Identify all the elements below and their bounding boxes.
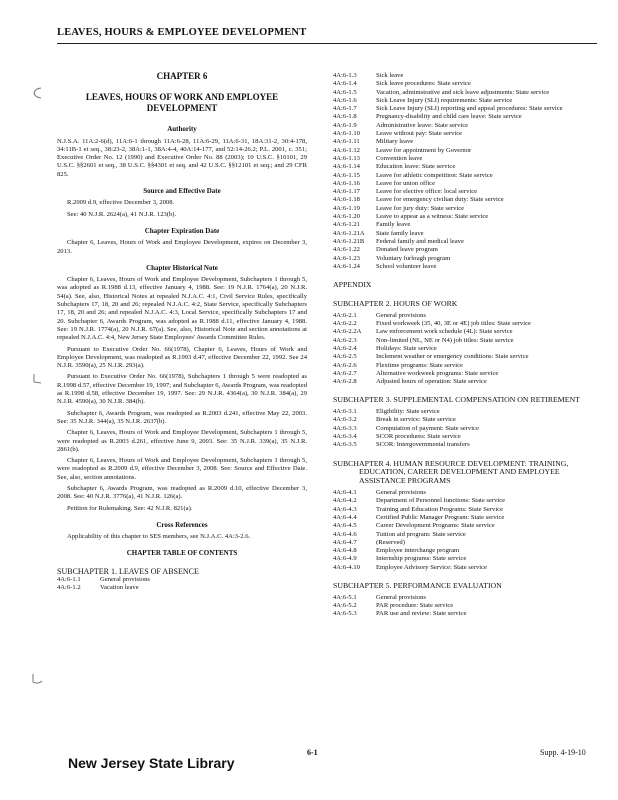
toc-section-number: 4A:6-1.2 xyxy=(57,584,81,592)
toc-entry xyxy=(333,147,601,155)
toc-section-title: Leave without pay: State service xyxy=(376,130,463,138)
toc-section-title: Tuition aid program: State service xyxy=(376,530,466,538)
toc-section-title: Administrative leave: State service xyxy=(376,121,469,129)
toc-section-number: 4A:6-2.8 xyxy=(333,378,357,386)
toc-section-title: PAR use and review: State service xyxy=(376,610,467,618)
toc-section-number: 4A:6-1.10 xyxy=(333,130,360,138)
toc-section-number: 4A:6-1.15 xyxy=(333,171,360,179)
toc-section-number: 4A:6-4.4 xyxy=(333,513,357,521)
toc-list xyxy=(333,489,601,572)
toc-section-number: 4A:6-5.1 xyxy=(333,593,357,601)
toc-section-number: 4A:6-2.2 xyxy=(333,320,357,328)
margin-mark-icon xyxy=(30,672,44,686)
toc-entry xyxy=(333,416,601,424)
expiration-text: Chapter 6, Leaves, Hours of Work and Employee Development, expires on December 3, 2013. xyxy=(57,239,307,255)
toc-entry xyxy=(57,576,307,584)
toc-section-title: Eligibility: State service xyxy=(376,408,440,416)
toc-entry xyxy=(333,263,601,271)
toc-list xyxy=(333,408,601,449)
toc-entry xyxy=(333,610,601,618)
toc-entry xyxy=(333,353,601,361)
toc-section-number: 4A:6-1.5 xyxy=(333,88,357,96)
toc-entry xyxy=(333,255,601,263)
toc-entry xyxy=(333,196,601,204)
toc-entry xyxy=(333,555,601,563)
toc-heading: CHAPTER TABLE OF CONTENTS xyxy=(126,549,238,558)
toc-section-title: Military leave xyxy=(376,138,414,146)
toc-section-title: Family leave xyxy=(376,221,411,229)
toc-entry xyxy=(333,425,601,433)
toc-section-title: Leave for appointment by Governor xyxy=(376,146,472,154)
toc-section-title: Leave for jury duty: State service xyxy=(376,204,465,212)
toc-section-title: Sick Leave Injury (SLI) reporting and appeal procedures: State service xyxy=(376,105,563,113)
toc-section-number: 4A:6-4.1 xyxy=(333,489,357,497)
toc-section-number: 4A:6-5.2 xyxy=(333,602,357,610)
toc-entry xyxy=(333,362,601,370)
toc-section-title: General provisions xyxy=(376,593,426,601)
toc-section-number: 4A:6-1.21A xyxy=(333,229,365,237)
toc-section-number: 4A:6-2.2A xyxy=(333,328,362,336)
toc-entry xyxy=(333,547,601,555)
left-column xyxy=(57,72,307,593)
toc-entry xyxy=(333,506,601,514)
toc-section-number: 4A:6-4.8 xyxy=(333,547,357,555)
toc-section-title: General provisions xyxy=(376,311,426,319)
toc-section-number: 4A:6-1.21B xyxy=(333,237,365,245)
chapter-title: LEAVES, HOURS OF WORK AND EMPLOYEE DEVELOPMENT xyxy=(85,92,279,113)
toc-section-title: Vacation, administrative and sick leave adjustments: State service xyxy=(376,88,550,96)
subchapter-3-title: SUBCHAPTER 3. SUPPLEMENTAL COMPENSATION ON RETIREMENT xyxy=(333,395,580,405)
source-line: See: 40 N.J.R. 2624(a), 41 N.J.R. 123(b). xyxy=(67,210,177,218)
toc-entry xyxy=(333,205,601,213)
toc-section-title: Certified Public Manager Program: State service xyxy=(376,513,505,521)
toc-section-number: 4A:6-1.13 xyxy=(333,154,360,162)
toc-section-title: General provisions xyxy=(100,576,150,584)
margin-mark-icon xyxy=(30,86,44,100)
toc-entry xyxy=(333,378,601,386)
toc-section-title: PAR procedure: State service xyxy=(376,602,454,610)
toc-section-number: 4A:6-2.3 xyxy=(333,336,357,344)
toc-section-title: Voluntary furlough program xyxy=(376,254,451,262)
toc-section-title: General provisions xyxy=(376,489,426,497)
toc-section-number: 4A:6-1.22 xyxy=(333,246,360,254)
appendix-heading: APPENDIX xyxy=(333,280,372,290)
toc-section-title: (Reserved) xyxy=(376,538,405,546)
toc-section-number: 4A:6-3.3 xyxy=(333,424,357,432)
history-paragraph: Pursuant to Executive Order No. 66(1978), Subchapters 1 through 5 were readopted as R.1998 d.57, effective December 19, 1997; and Subchapter 6, Awards Program, was readopted as R.1998 d.58, effective December 19, 1997. See: 29 N.J.R. 4364(a), 30 N.J.R. 384(a), 29 N.J.R. 4590(a), 30 N.J.R. 384(b). xyxy=(57,373,307,406)
toc-section-title: Inclement weather or emergency conditions: State service xyxy=(376,353,529,361)
toc-section-number: 4A:6-5.3 xyxy=(333,610,357,618)
toc-entry xyxy=(333,246,601,254)
toc-section-number: 4A:6-2.4 xyxy=(333,344,357,352)
toc-entry xyxy=(333,89,601,97)
toc-section-number: 4A:6-1.21 xyxy=(333,221,360,229)
toc-section-title: Adjusted hours of operation: State service xyxy=(376,378,487,386)
subchapter-2-title: SUBCHAPTER 2. HOURS OF WORK xyxy=(333,298,458,308)
toc-section-title: Donated leave program xyxy=(376,246,438,254)
toc-section-number: 4A:6-1.4 xyxy=(333,80,357,88)
toc-entry xyxy=(333,408,601,416)
library-watermark: New Jersey State Library xyxy=(68,755,235,771)
toc-entry xyxy=(333,97,601,105)
toc-entry xyxy=(333,238,601,246)
subchapter-5-title: SUBCHAPTER 5. PERFORMANCE EVALUATION xyxy=(333,581,502,591)
toc-entry xyxy=(333,188,601,196)
toc-entry xyxy=(333,514,601,522)
history-paragraph: Chapter 6, Leaves, Hours of Work and Employee Development, Subchapters 1 through 5, were readopted as R.2003 d.261, effective June 9, 2003. See: 35 N.J.R. 339(a), 35 N.J.R. 2861(b). xyxy=(57,429,307,453)
history-paragraph: Chapter 6, Leaves, Hours of Work and Employee Development, Subchapters 1 through 5, was adopted as R.1988 d.13, effective January 4, 1988. See: 19 N.J.R. 1764(a), 20 N.J.R. 54(a). See, also, Historical Notes at repealed N.J.A.C. 4:1, Civil Service Rules, specifically Subchapters 17, 18, 20 and 26; repealed N.J.A.C. 4:2, State Service, specifically Subchapters 17, 18, 20 and 26; and repealed N.J.A.C. 4:3, Local Service, specifically Subchapters 17 and 20. Subchapter 6, Awards Program, was adopted as R.1988 d.11, effective January 4, 1988. See: 19 N.J.R. 1774(a), 20 N.J.R. 67(a). See, also, Historical Note and section annotations at repealed N.J.A.C. 4:4, New Jersey State Employees' Awards Committee Rules. xyxy=(57,276,307,342)
cross-ref-heading: Cross References xyxy=(156,520,208,529)
margin-mark-icon xyxy=(30,372,44,386)
toc-section-title: Education leave: State service xyxy=(376,163,456,171)
right-column xyxy=(333,72,601,619)
toc-section-number: 4A:6-1.3 xyxy=(333,72,357,79)
toc-section-title: Fixed workweek (35, 40, 3E or 4E) job titles: State service xyxy=(376,320,531,328)
toc-section-title: Leave to appear as a witness: State service xyxy=(376,213,489,221)
toc-section-number: 4A:6-4.9 xyxy=(333,555,357,563)
toc-section-title: Leave for athletic competition: State service xyxy=(376,171,493,179)
toc-entry xyxy=(333,163,601,171)
toc-section-title: Holidays: State service xyxy=(376,344,437,352)
toc-entry xyxy=(333,105,601,113)
toc-section-title: Leave for emergency civilian duty: State service xyxy=(376,196,504,204)
toc-section-title: Sick leave xyxy=(376,72,404,79)
toc-entry xyxy=(333,312,601,320)
toc-entry xyxy=(333,602,601,610)
toc-entry xyxy=(333,72,601,80)
toc-section-number: 4A:6-1.16 xyxy=(333,179,360,187)
subchapter-1-title: SUBCHAPTER 1. LEAVES OF ABSENCE xyxy=(57,566,199,576)
authority-text: N.J.S.A. 11A:2-6(d), 11A:6-1 through 11A:6-28, 11A:6-29, 11A:6-31, 18A:31-2, 30:4-178, 34:11B-1 et seq., 38:23-2, 38A:1-1, 38A:4-4, 40A:14-177, and 52:14-26.2; P.L. 2001, c. 351; Executive Order No. 12 (1990) and Executive Order No. 88 (2003); 10 U.S.C. §10101, 29 U.S.C. §§2601 et seq., 38 U.S.C. §§4301 et seq. and 42 U.S.C. §§12101 et seq.; and 29 CFR 825. xyxy=(57,137,307,178)
cross-ref-text: Applicability of this chapter to SES members, see N.J.A.C. 4A:3-2.6. xyxy=(67,533,251,541)
toc-section-title: Computation of payment: State service xyxy=(376,424,479,432)
toc-entry xyxy=(333,213,601,221)
history-paragraph: Chapter 6, Leaves, Hours of Work and Employee Development, Subchapters 1 through 5, were readopted as R.2009 d.9, effective December 3, 2008. See: Source and Effective Date. See, also, section annotations. xyxy=(57,457,307,481)
toc-section-number: 4A:6-1.14 xyxy=(333,163,360,171)
toc-entry xyxy=(333,539,601,547)
toc-entry xyxy=(333,122,601,130)
toc-list xyxy=(333,594,601,619)
toc-entry xyxy=(333,441,601,449)
toc-section-title: Flextime programs: State service xyxy=(376,361,463,369)
toc-section-title: Pregnancy-disability and child care leave: State service xyxy=(376,113,522,121)
chapter-number: CHAPTER 6 xyxy=(156,71,208,81)
toc-entry xyxy=(333,230,601,238)
toc-entry xyxy=(333,489,601,497)
toc-section-title: Sick Leave Injury (SLI) requirements: State service xyxy=(376,96,513,104)
page-number: 6-1 xyxy=(307,748,318,757)
toc-list xyxy=(333,72,601,271)
history-paragraph: Subchapter 6, Awards Program, was readopted as R.2003 d.241, effective May 22, 2003. See: 35 N.J.R. 344(a), 35 N.J.R. 2637(b). xyxy=(57,409,307,425)
toc-section-title: SCOR procedures: State service xyxy=(376,433,461,441)
toc-entry xyxy=(333,564,601,572)
toc-list xyxy=(57,576,307,593)
toc-section-title: Internship programs: State service xyxy=(376,555,467,563)
toc-section-number: 4A:6-2.6 xyxy=(333,361,357,369)
toc-section-title: Department of Personnel functions: State service xyxy=(376,497,506,505)
source-line: R.2009 d.9, effective December 3, 2008. xyxy=(67,199,175,207)
authority-heading: Authority xyxy=(167,125,197,134)
toc-entry xyxy=(333,497,601,505)
toc-section-title: Employee Advisory Service: State service xyxy=(376,563,487,571)
toc-entry xyxy=(333,522,601,530)
toc-section-title: Convention leave xyxy=(376,154,423,162)
toc-section-number: 4A:6-1.24 xyxy=(333,262,360,270)
toc-section-number: 4A:6-3.5 xyxy=(333,441,357,449)
toc-entry xyxy=(333,370,601,378)
toc-section-number: 4A:6-3.1 xyxy=(333,408,357,416)
toc-section-number: 4A:6-4.2 xyxy=(333,497,357,505)
toc-section-number: 4A:6-1.23 xyxy=(333,254,360,262)
toc-section-number: 4A:6-4.3 xyxy=(333,505,357,513)
toc-section-number: 4A:6-1.18 xyxy=(333,196,360,204)
toc-section-title: Vacation leave xyxy=(100,584,139,592)
toc-section-title: Leave for elective office: local service xyxy=(376,188,478,196)
toc-section-number: 4A:6-1.1 xyxy=(57,576,81,584)
toc-section-number: 4A:6-1.6 xyxy=(333,96,357,104)
toc-section-title: Break in service: State service xyxy=(376,416,456,424)
history-paragraph: Petition for Rulemaking. See: 42 N.J.R. 821(a). xyxy=(67,504,193,512)
toc-section-title: Law enforcement work schedule (4L): State service xyxy=(376,328,513,336)
toc-section-number: 4A:6-1.20 xyxy=(333,213,360,221)
toc-entry xyxy=(333,433,601,441)
toc-list xyxy=(333,312,601,387)
toc-section-number: 4A:6-1.7 xyxy=(333,105,357,113)
supplement-date: Supp. 4-19-10 xyxy=(540,748,586,757)
history-paragraph: Subchapter 6, Awards Program, was readopted as R.2009 d.10, effective December 3, 2008. See: 40 N.J.R. 3776(a), 41 N.J.R. 126(a). xyxy=(57,484,307,501)
toc-section-number: 4A:6-2.5 xyxy=(333,353,357,361)
history-heading: Chapter Historical Note xyxy=(146,263,218,272)
toc-section-title: Non-limited (NL, NE or N4) job titles: State service xyxy=(376,336,514,344)
toc-entry xyxy=(333,337,601,345)
toc-section-number: 4A:6-3.2 xyxy=(333,416,357,424)
toc-entry xyxy=(333,172,601,180)
toc-entry xyxy=(333,113,601,121)
toc-section-number: 4A:6-4.10 xyxy=(333,563,360,571)
history-paragraph: Pursuant to Executive Order No. 66(1978), Chapter 6, Leaves, Hours of Work and Employee Development, was readopted as R.1993 d.47, effective December 22, 1992. See 24 N.J.R. 3590(a), 25 N.J.R. 293(a). xyxy=(57,345,307,370)
toc-entry xyxy=(333,531,601,539)
toc-section-number: 4A:6-1.12 xyxy=(333,146,360,154)
toc-section-number: 4A:6-1.8 xyxy=(333,113,357,121)
toc-section-number: 4A:6-3.4 xyxy=(333,433,357,441)
source-heading: Source and Effective Date xyxy=(143,187,221,196)
toc-section-title: SCOR: Intergovernmental transfers xyxy=(376,441,470,449)
toc-section-title: State family leave xyxy=(376,229,424,237)
expiration-heading: Chapter Expiration Date xyxy=(144,226,220,235)
toc-section-number: 4A:6-2.1 xyxy=(333,311,357,319)
toc-section-number: 4A:6-4.6 xyxy=(333,530,357,538)
toc-entry xyxy=(333,594,601,602)
toc-section-title: Alternative workweek programs: State service xyxy=(376,369,499,377)
toc-entry xyxy=(333,320,601,328)
toc-section-number: 4A:6-4.7 xyxy=(333,538,357,546)
toc-section-title: Leave for union office xyxy=(376,179,436,187)
toc-entry xyxy=(333,328,601,336)
toc-section-number: 4A:6-2.7 xyxy=(333,369,357,377)
toc-section-title: Career Development Programs: State service xyxy=(376,522,495,530)
toc-section-number: 4A:6-1.17 xyxy=(333,188,360,196)
subchapter-4-title: SUBCHAPTER 4. HUMAN RESOURCE DEVELOPMENT: TRAINING, EDUCATION, CAREER DEVELOPMENT AND EMPLOYEE ASSISTANCE PROGRAMS xyxy=(333,458,569,486)
toc-entry xyxy=(333,80,601,88)
running-head: LEAVES, HOURS & EMPLOYEE DEVELOPMENT xyxy=(57,27,307,38)
toc-entry xyxy=(57,584,307,592)
toc-entry xyxy=(333,138,601,146)
header-rule xyxy=(57,43,597,44)
toc-section-title: Employee interchange program xyxy=(376,547,460,555)
toc-section-number: 4A:6-4.5 xyxy=(333,522,357,530)
toc-entry xyxy=(333,221,601,229)
toc-section-title: School volunteer leave xyxy=(376,262,437,270)
toc-section-number: 4A:6-1.11 xyxy=(333,138,360,146)
toc-section-title: Training and Education Programs: State Service xyxy=(376,505,504,513)
toc-section-title: Federal family and medical leave xyxy=(376,237,464,245)
toc-entry xyxy=(333,180,601,188)
toc-entry xyxy=(333,130,601,138)
toc-section-number: 4A:6-1.19 xyxy=(333,204,360,212)
toc-section-title: Sick leave procedures: State service xyxy=(376,80,471,88)
toc-entry xyxy=(333,345,601,353)
toc-section-number: 4A:6-1.9 xyxy=(333,121,357,129)
toc-entry xyxy=(333,155,601,163)
